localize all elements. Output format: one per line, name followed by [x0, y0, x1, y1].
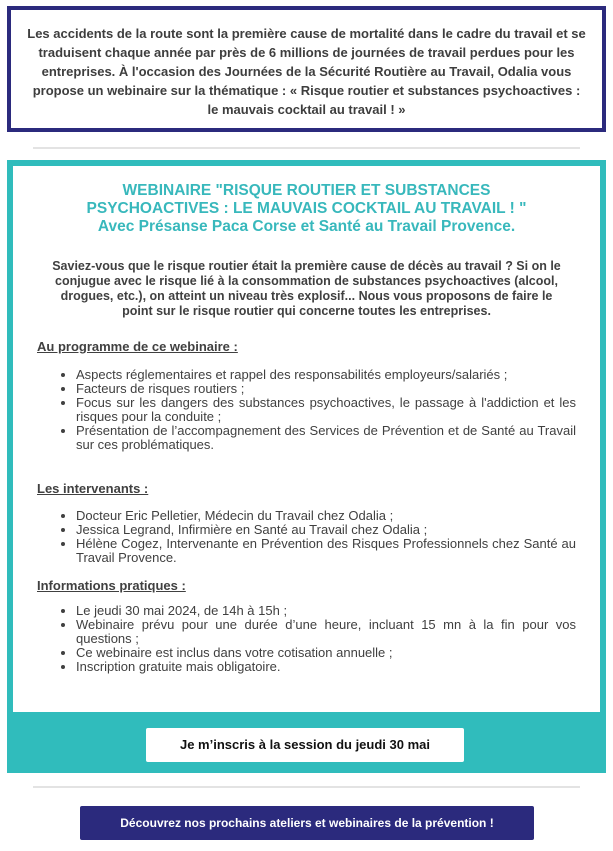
webinar-title-line-2: PSYCHOACTIVES : LE MAUVAIS COCKTAIL AU TRAVAIL ! ": [86, 200, 527, 217]
program-item: • Facteurs de risques routiers ;: [76, 382, 576, 396]
program-item: • Présentation de l’accompagnement des Services de Prévention et de Santé au Travail sur ces problématiques.: [76, 424, 576, 452]
program-heading: Au programme de ce webinaire :: [37, 339, 238, 354]
discover-workshops-button[interactable]: Découvrez nos prochains ateliers et webinaires de la prévention !: [80, 806, 534, 840]
practical-info-item: • Ce webinaire est inclus dans votre cotisation annuelle ;: [76, 646, 576, 660]
practical-info-item: • Webinaire prévu pour une durée d’une heure, incluant 15 mn à la fin pour vos questions ;: [76, 618, 576, 646]
webinar-title-line-1: WEBINAIRE "RISQUE ROUTIER ET SUBSTANCES: [122, 182, 491, 199]
top-divider: [33, 147, 580, 149]
practical-info-list: [37, 604, 576, 674]
intro-box: [7, 6, 606, 132]
webinar-title: [37, 182, 576, 236]
practical-info-item: • Le jeudi 30 mai 2024, de 14h à 15h ;: [76, 604, 576, 618]
speakers-list: [37, 509, 576, 565]
speaker-item: • Jessica Legrand, Infirmière en Santé au Travail chez Odalia ;: [76, 523, 576, 537]
bottom-divider: [33, 786, 580, 788]
practical-info-item: • Inscription gratuite mais obligatoire.: [76, 660, 576, 674]
practical-info-heading: Informations pratiques :: [37, 578, 186, 593]
webinar-intro-paragraph: Saviez-vous que le risque routier était la première cause de décès au travail ? Si on le conjugue avec le risque lié à la consommation de substances psychoactives (alcool, drogues, etc.), on atteint un niveau très explosif... Nous vous proposons de faire le point sur le risque routier qui concerne toutes les entreprises.: [52, 259, 561, 318]
register-session-button[interactable]: Je m’inscris à la session du jeudi 30 mai: [146, 728, 464, 762]
program-item: • Focus sur les dangers des substances psychoactives, le passage à l'addiction et les risques pour la conduite ;: [76, 396, 576, 424]
speakers-heading: Les intervenants :: [37, 481, 149, 496]
program-list: [37, 368, 576, 452]
speaker-item: • Docteur Eric Pelletier, Médecin du Travail chez Odalia ;: [76, 509, 576, 523]
intro-text: Les accidents de la route sont la première cause de mortalité dans le cadre du travail et se traduisent chaque année par près de 6 millions de journées de travail perdues pour les entreprises. À l'occasion des Journées de la Sécurité Routière au Travail, Odalia vous propose un webinaire sur la thématique : « Risque routier et substances psychoactives : le mauvais cocktail au travail ! »: [27, 26, 586, 117]
program-item: • Aspects réglementaires et rappel des responsabilités employeurs/salariés ;: [76, 368, 576, 382]
speaker-item: • Hélène Cogez, Intervenante en Prévention des Risques Professionnels chez Santé au Travail Provence.: [76, 537, 576, 565]
webinar-content-card: [13, 166, 600, 712]
webinar-title-line-3: Avec Présanse Paca Corse et Santé au Travail Provence.: [97, 218, 516, 235]
